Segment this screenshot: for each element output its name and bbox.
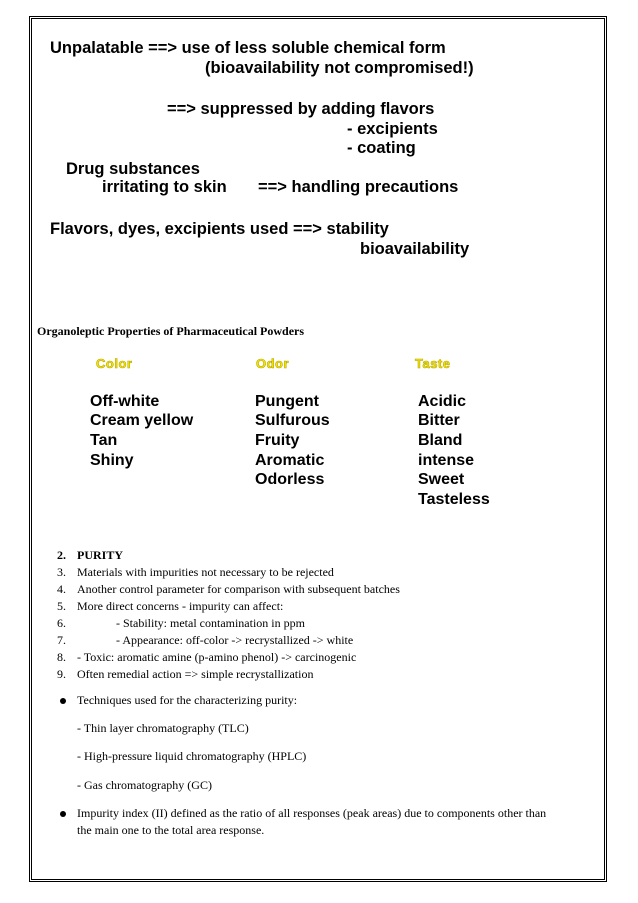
bullet-techniques: Techniques used for the characterizing purity: [77, 693, 298, 707]
list-number: 7. [57, 633, 66, 647]
slide-line-excipients: - excipients [347, 120, 438, 138]
color-header: Color [96, 356, 133, 371]
odor-item: Aromatic [255, 452, 325, 469]
taste-item: Acidic [418, 393, 467, 410]
color-item: Shiny [90, 452, 134, 469]
odor-item: Fruity [255, 432, 300, 449]
bullet-dot [60, 811, 66, 817]
technique-tlc: - Thin layer chromatography (TLC) [77, 721, 249, 735]
odor-item: Sulfurous [255, 412, 330, 429]
purity-heading: PURITY [77, 548, 124, 562]
taste-item: Bland [418, 432, 463, 449]
technique-gc: - Gas chromatography (GC) [77, 778, 212, 792]
list-number: 5. [57, 599, 66, 613]
slide-line-drug-substances: Drug substances [66, 160, 200, 178]
slide-line-bioavailability-note: (bioavailability not compromised!) [205, 59, 474, 77]
slide-line-irritating: irritating to skin [102, 178, 227, 196]
slide-line-handling: ==> handling precautions [258, 178, 459, 196]
impurity-index-line2: the main one to the total area response. [77, 823, 265, 837]
section-title: Organoleptic Properties of Pharmaceutical Powders [37, 324, 305, 338]
slide-line-flavors: ==> suppressed by adding flavors [167, 100, 435, 118]
taste-item: intense [418, 452, 475, 469]
taste-item: Sweet [418, 471, 465, 488]
color-item: Tan [90, 432, 118, 449]
list-number: 4. [57, 582, 66, 596]
odor-header: Odor [256, 356, 290, 371]
color-item: Cream yellow [90, 412, 194, 429]
list-number: 3. [57, 565, 66, 579]
list-number: 8. [57, 650, 66, 664]
slide-line-flavors-dyes: Flavors, dyes, excipients used ==> stability [50, 220, 389, 238]
list-item: - Toxic: aromatic amine (p-amino phenol) -> carcinogenic [77, 650, 357, 664]
taste-item: Tasteless [418, 491, 490, 508]
list-item: - Stability: metal contamination in ppm [116, 616, 305, 630]
odor-item: Pungent [255, 393, 319, 410]
list-item: Often remedial action => simple recrystallization [77, 667, 314, 681]
slide-line-coating: - coating [347, 139, 416, 157]
list-number: 2. [57, 548, 66, 562]
list-item: Another control parameter for comparison with subsequent batches [77, 582, 400, 596]
taste-item: Bitter [418, 412, 460, 429]
odor-item: Odorless [255, 471, 325, 488]
bullet-dot [60, 698, 66, 704]
list-number: 9. [57, 667, 66, 681]
slide-line-unpalatable: Unpalatable ==> use of less soluble chemical form [50, 39, 446, 57]
slide-line-bioavailability: bioavailability [360, 240, 470, 258]
list-item: - Appearance: off-color -> recrystallized -> white [116, 633, 354, 647]
impurity-index-line1: Impurity index (II) defined as the ratio of all responses (peak areas) due to components other than [77, 806, 547, 820]
list-number: 6. [57, 616, 66, 630]
technique-hplc: - High-pressure liquid chromatography (HPLC) [77, 749, 307, 763]
taste-header: Taste [415, 356, 451, 371]
list-item: More direct concerns - impurity can affect: [77, 599, 284, 613]
color-item: Off-white [90, 393, 160, 410]
list-item: Materials with impurities not necessary to be rejected [77, 565, 334, 579]
